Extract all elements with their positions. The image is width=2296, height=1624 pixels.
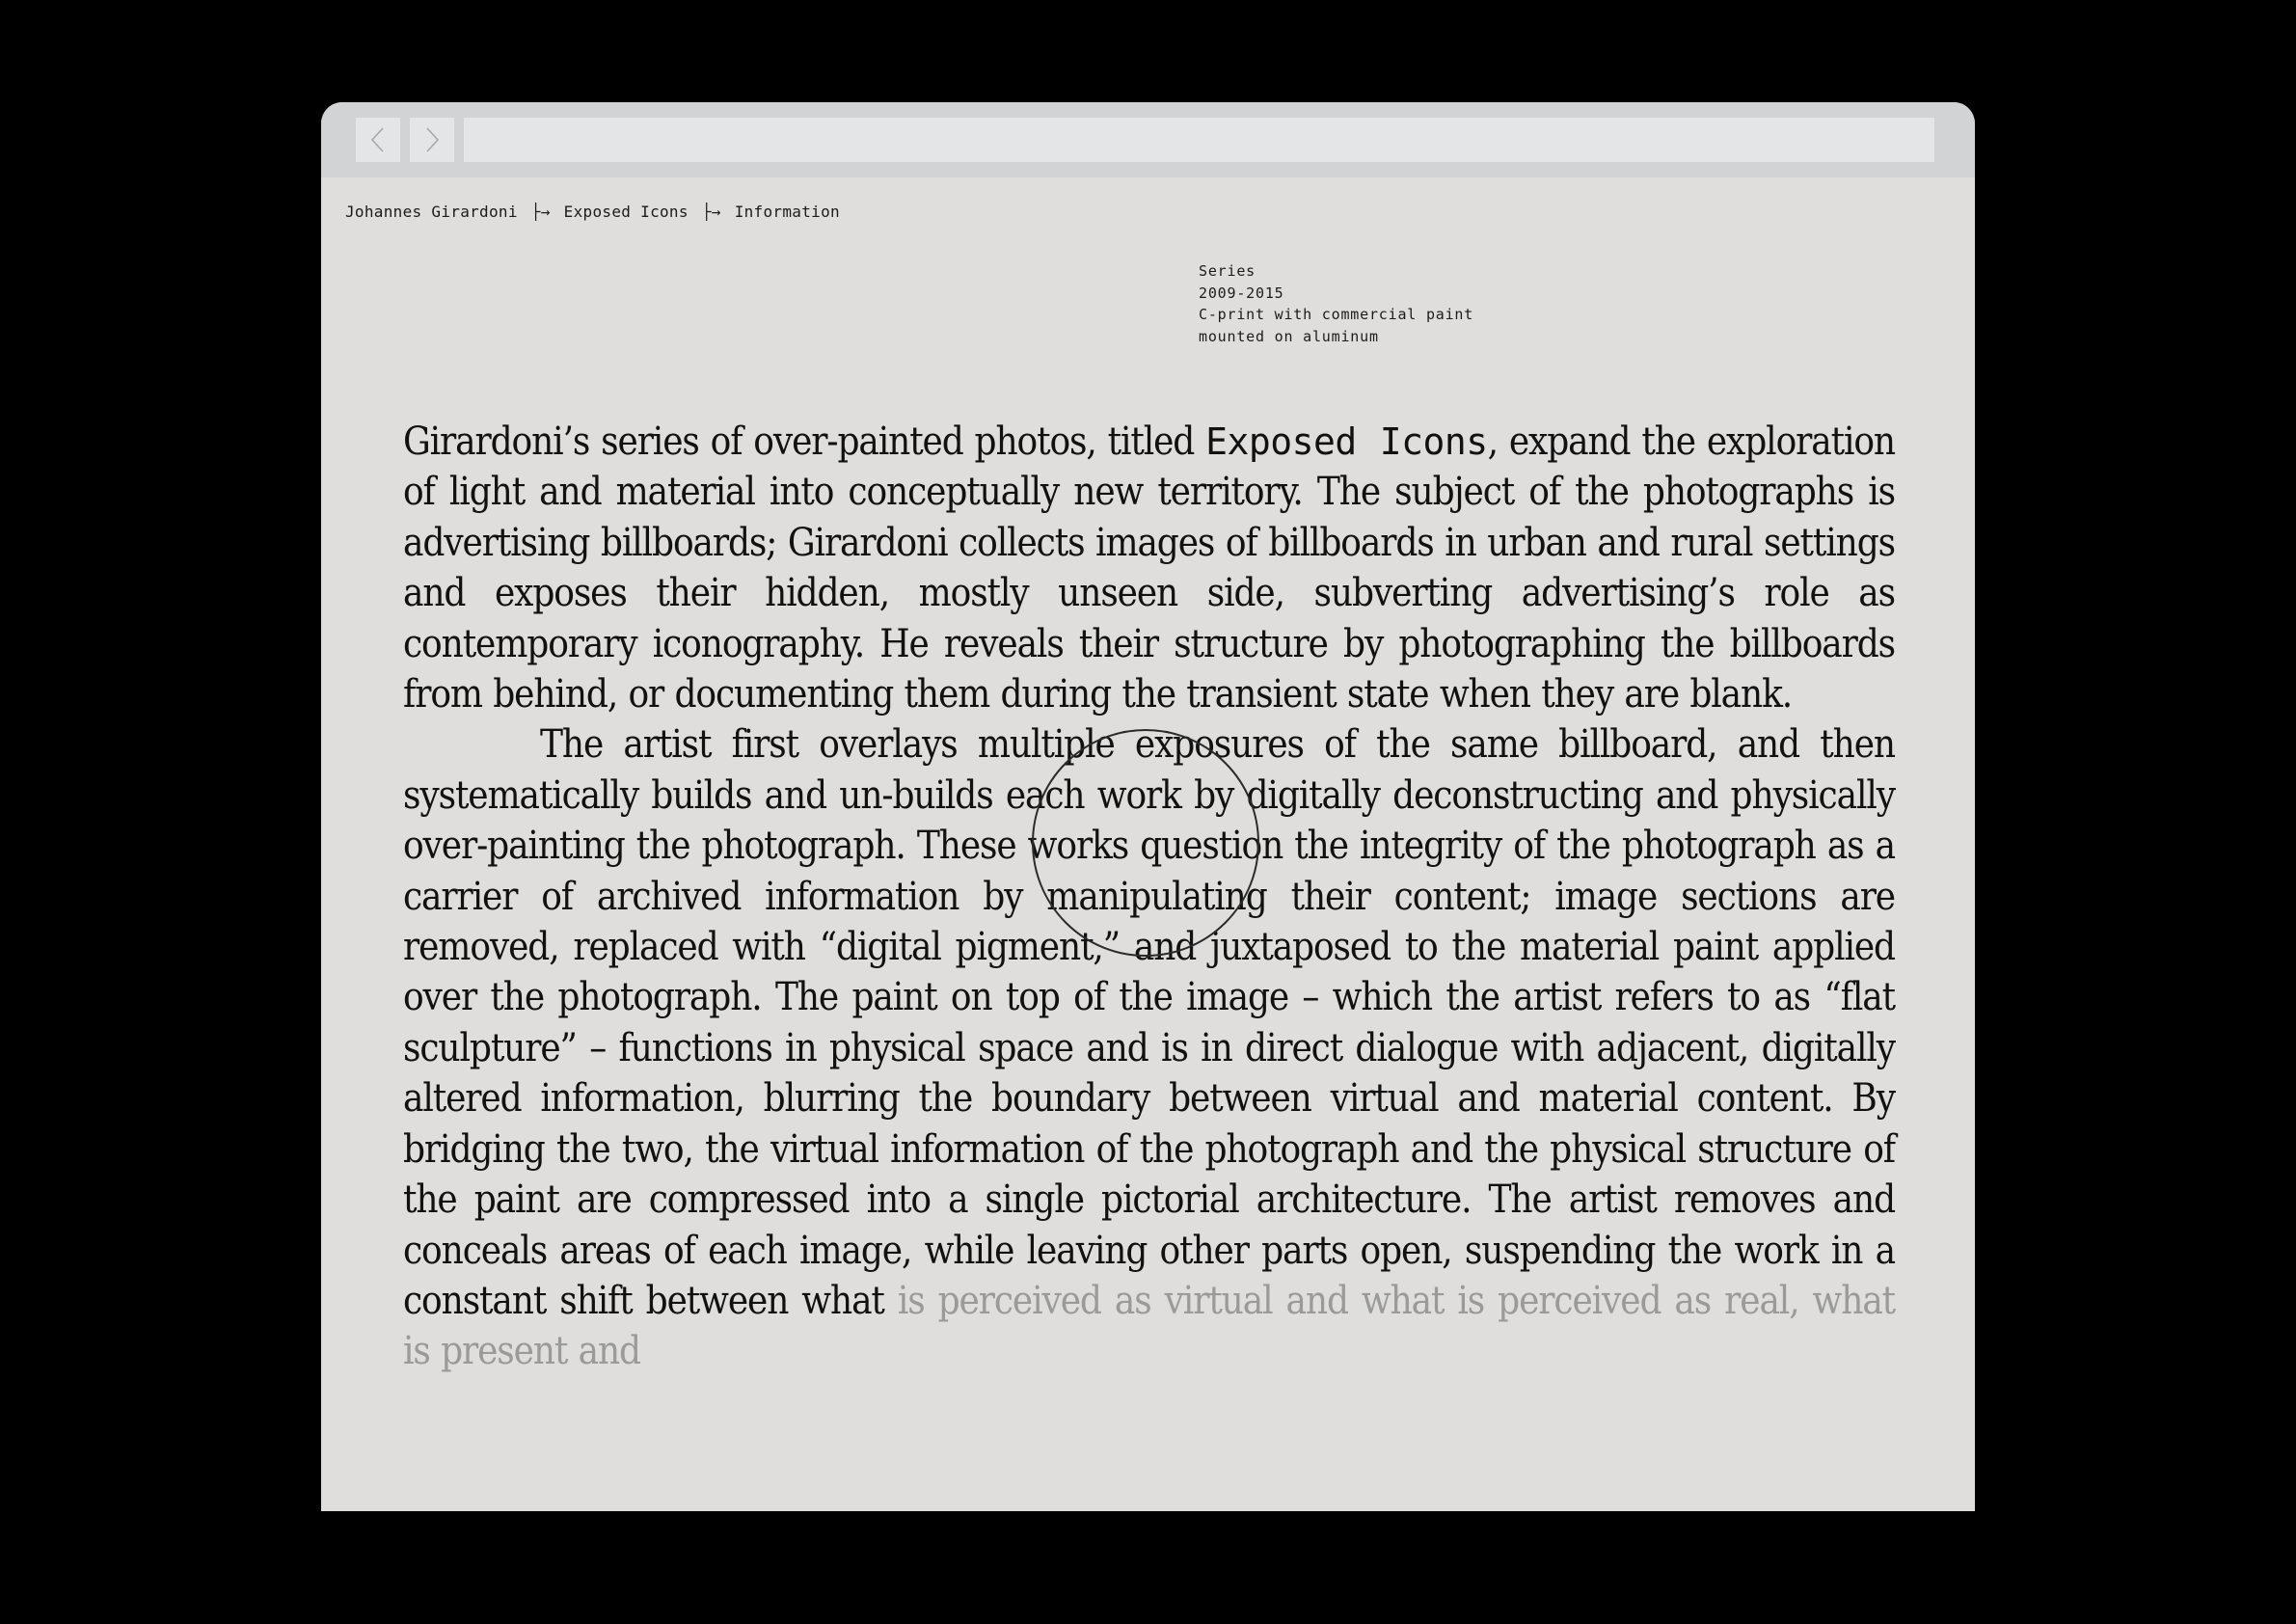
forward-button[interactable] (410, 118, 454, 162)
article-body (403, 417, 1895, 1377)
work-medium-line-1: C-print with commercial paint (1199, 306, 1474, 323)
page-content (321, 177, 1975, 1511)
work-years: 2009-2015 (1199, 284, 1284, 302)
chevron-left-icon (368, 125, 388, 154)
breadcrumb (345, 203, 840, 221)
faded-continuation: is perceived as virtual and what is perceived as real, what is present and (403, 1278, 1896, 1374)
browser-window (321, 102, 1975, 1511)
work-metadata (1199, 260, 1473, 347)
breadcrumb-separator-icon: ├→ (530, 203, 551, 221)
address-bar[interactable] (464, 118, 1934, 162)
breadcrumb-item-information[interactable]: Information (734, 203, 840, 221)
chevron-right-icon (422, 125, 442, 154)
series-title: Exposed Icons (1205, 420, 1488, 463)
back-button[interactable] (356, 118, 400, 162)
work-type: Series (1199, 262, 1256, 280)
breadcrumb-item-series[interactable]: Exposed Icons (563, 203, 689, 221)
browser-toolbar (321, 102, 1975, 177)
paragraph-2: The artist first overlays multiple exposures of the same billboard, and then systematically builds and un-builds each work by digitally deconstructing and physically over-painting the photograph. These works question the integrity of the photograph as a carrier of archived information by manipulating their content; image sections are removed, replaced with “digital pigment,” and juxtaposed to the material paint applied over the photograph. The paint on top of the image – which the artist refers to as “flat sculpture” – functions in physical space and is in direct dialogue with adjacent, digitally altered information, blurring the boundary between virtual and material content. By bridging the two, the virtual information of the photograph and the physical structure of the paint are compressed into a single pictorial architecture. The artist removes and conceals areas of each image, while leaving other parts open, suspending the work in a constant shift between what is perceived as virtual and what is perceived as real, what is present and (403, 722, 1896, 1374)
breadcrumb-item-artist[interactable]: Johannes Girardoni (345, 203, 518, 221)
work-medium-line-2: mounted on aluminum (1199, 327, 1379, 345)
paragraph-1: Girardoni’s series of over-painted photos, titled Exposed Icons, expand the exploration of light and material into conceptually new territory. The subject of the photographs is advertising billboards; Girardoni collects images of billboards in urban and rural settings and exposes their hidden, mostly unseen side, subverting advertising’s role as contemporary iconography. He reveals their structure by photographing the billboards from behind, or documenting them during the transient state when they are blank. (403, 420, 1895, 717)
scroll-fade (321, 1453, 1975, 1511)
breadcrumb-separator-icon: ├→ (701, 203, 721, 221)
